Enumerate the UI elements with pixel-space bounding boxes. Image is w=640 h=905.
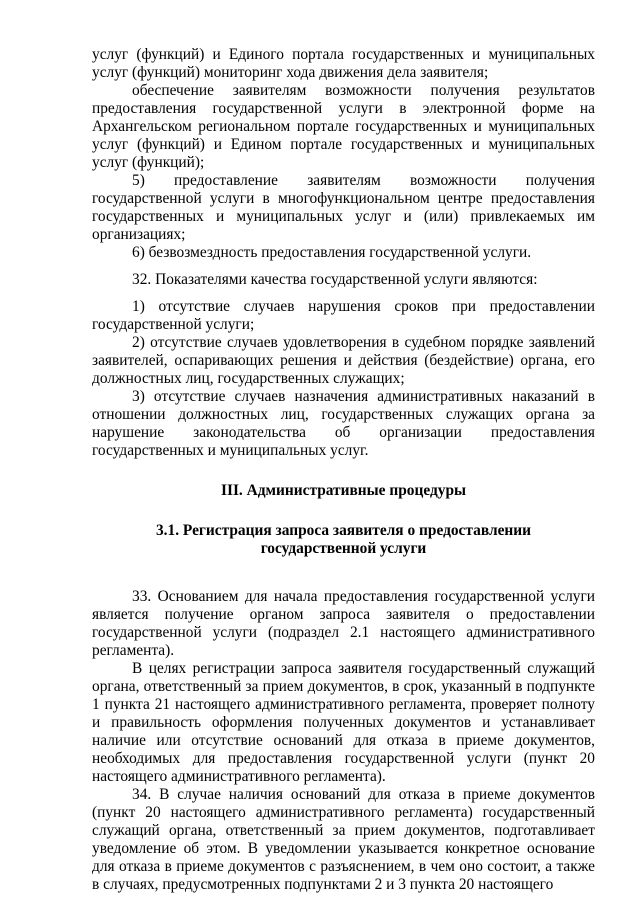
subsection-title xyxy=(92,522,595,558)
paragraph-33: 33. Основанием для начала предоставления государственной услуги является получение органом запроса заявителя о предоставлении государственной услуги (подраздел 2.1 настоящего административного регламента). xyxy=(92,588,595,659)
item-32-point-1: 1) отсутствие случаев нарушения сроков при предоставлении государственной услуги; xyxy=(92,298,595,333)
paragraph-mfc: 5) предоставление заявителям возможности получения государственной услуги в многофункциональном центре предоставления государственных и муниципальных услуг и (или) привлекаемых им организациях; xyxy=(92,172,595,243)
paragraph-free-of-charge: 6) безвозмездность предоставления государственной услуги. xyxy=(132,244,532,261)
paragraph-34: 34. В случае наличия оснований для отказа в приеме документов (пункт 20 настоящего административного регламента) государственный служащий органа, ответственный за прием документов, подготавливает уведомление об этом. В уведомлении указывается конкретное основание для отказа в приеме документов с разъяснением, в чем оно состоит, а также в случаях, предусмотренных подпунктами 2 и 3 пункта 20 настоящего xyxy=(92,786,595,893)
paragraph-registration: В целях регистрации запроса заявителя государственный служащий органа, ответственный за прием документов, в срок, указанный в подпункте 1 пункта 21 настоящего административного регламента, проверяет полноту и правильность оформления полученных документов и устанавливает наличие или отсутствие оснований для отказа в приеме документов, необходимых для предоставления государственной услуги (пункт 20 настоящего административного регламента). xyxy=(92,660,595,785)
paragraph-continuation: услуг (функций) и Единого портала государственных и муниципальных услуг (функций) мониторинг хода движения дела заявителя; xyxy=(92,46,595,81)
subsection-title-line-2: государственной услуги xyxy=(260,540,427,557)
section-title: III. Административные процедуры xyxy=(220,482,467,499)
item-32-point-3: 3) отсутствие случаев назначения административных наказаний в отношении должностных лиц, государственных служащих органа за нарушение законодательства об организации предоставления государственных и муниципальных услуг. xyxy=(92,388,595,459)
item-32-point-2: 2) отсутствие случаев удовлетворения в судебном порядке заявлений заявителей, оспаривающих решения и действия (бездействие) органа, его должностных лиц, государственных служащих; xyxy=(92,334,595,387)
paragraph-portal-results: обеспечение заявителям возможности получения результатов предоставления государственной услуги в электронной форме на Архангельском региональном портале государственных и муниципальных услуг (функций) и Едином портале государственных и муниципальных услуг (функций); xyxy=(92,82,595,171)
subsection-title-line-1: 3.1. Регистрация запроса заявителя о предоставлении xyxy=(155,522,532,539)
item-32-intro: 32. Показателями качества государственной услуги являются: xyxy=(132,271,538,288)
